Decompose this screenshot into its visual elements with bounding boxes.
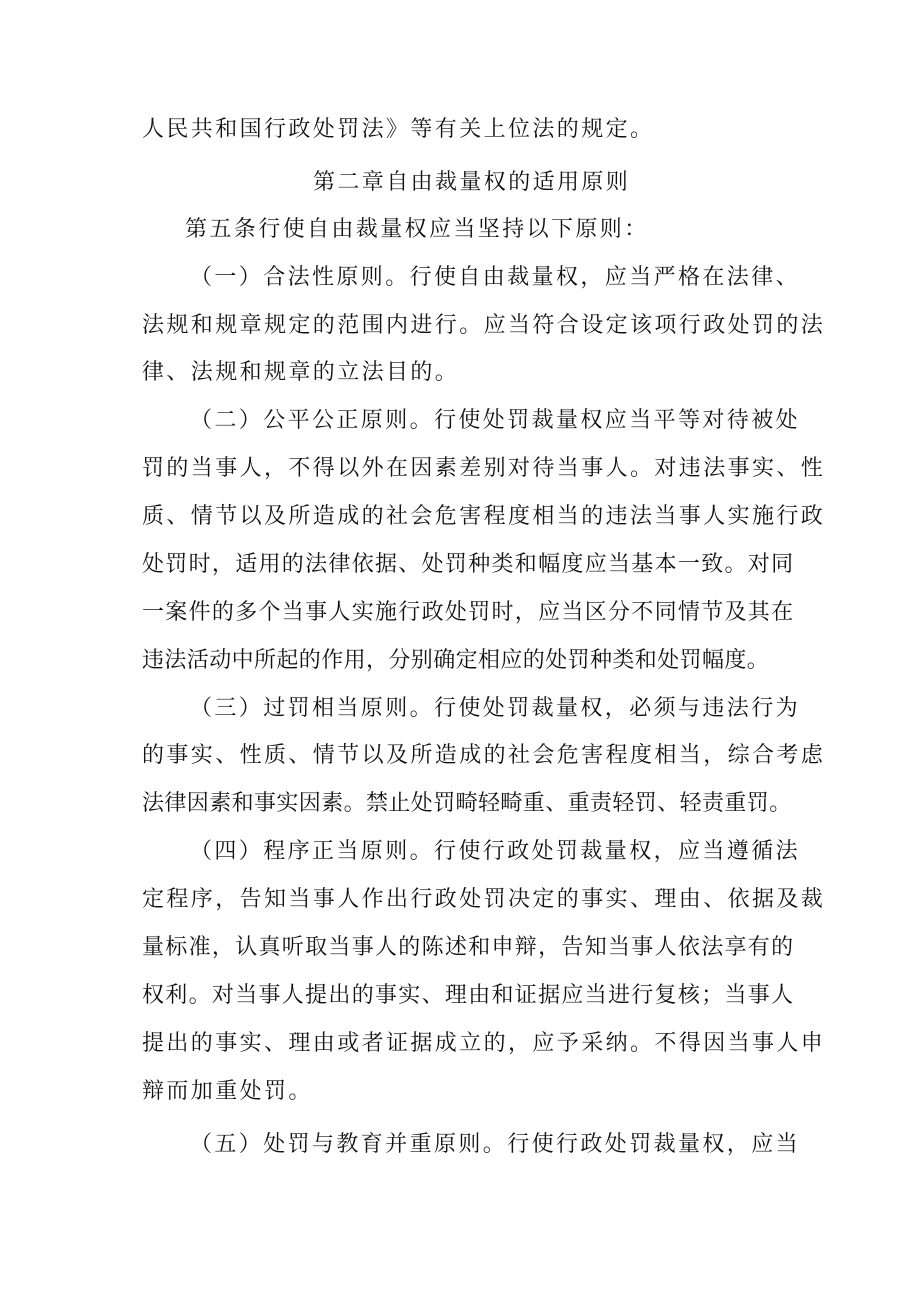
principle-1-line-2: 法规和规章规定的范围内进行。应当符合设定该项行政处罚的法 <box>142 313 826 338</box>
principle-2-line-1: （二）公平公正原则。行使处罚裁量权应当平等对待被处 <box>190 408 801 433</box>
principle-4-line-3: 量标准，认真听取当事人的陈述和申辩，告知当事人依法享有的 <box>142 935 795 960</box>
principle-2-line-4: 处罚时，适用的法律依据、处罚种类和幅度应当基本一致。对同 <box>142 552 795 577</box>
intro-tail-line: 人民共和国行政处罚法》等有关上位法的规定。 <box>142 117 655 142</box>
principle-1-line-3: 律、法规和规章的立法目的。 <box>142 360 460 385</box>
principle-4-line-2: 定程序，告知当事人作出行政处罚决定的事实、理由、依据及裁 <box>142 887 826 912</box>
principle-5-line-1: （五）处罚与教育并重原则。行使行政处罚裁量权，应当 <box>190 1132 801 1157</box>
principle-4-line-6: 辩而加重处罚。 <box>142 1079 313 1104</box>
principle-1-line-1: （一）合法性原则。行使自由裁量权，应当严格在法律、 <box>190 265 801 290</box>
principle-4-line-4: 权利。对当事人提出的事实、理由和证据应当进行复核；当事人 <box>142 983 795 1008</box>
principle-2-line-3: 质、情节以及所造成的社会危害程度相当的违法当事人实施行政 <box>142 504 826 529</box>
chapter-title: 第二章自由裁量权的适用原则 <box>313 170 631 195</box>
principle-3-line-1: （三）过罚相当原则。行使处罚裁量权，必须与违法行为 <box>190 696 801 721</box>
principle-2-line-6: 违法活动中所起的作用，分别确定相应的处罚种类和处罚幅度。 <box>142 648 770 673</box>
principle-2-line-2: 罚的当事人，不得以外在因素差别对待当事人。对违法事实、性 <box>142 456 826 481</box>
principle-2-line-5: 一案件的多个当事人实施行政处罚时，应当区分不同情节及其在 <box>142 600 795 625</box>
article-intro: 第五条行使自由裁量权应当坚持以下原则： <box>185 217 649 242</box>
principle-3-line-3: 法律因素和事实因素。禁止处罚畸轻畸重、重责轻罚、轻责重罚。 <box>142 791 792 816</box>
principle-3-line-2: 的事实、性质、情节以及所造成的社会危害程度相当，综合考虑 <box>142 743 826 768</box>
principle-4-line-1: （四）程序正当原则。行使行政处罚裁量权，应当遵循法 <box>190 839 801 864</box>
principle-4-line-5: 提出的事实、理由或者证据成立的，应予采纳。不得因当事人申 <box>142 1031 826 1056</box>
